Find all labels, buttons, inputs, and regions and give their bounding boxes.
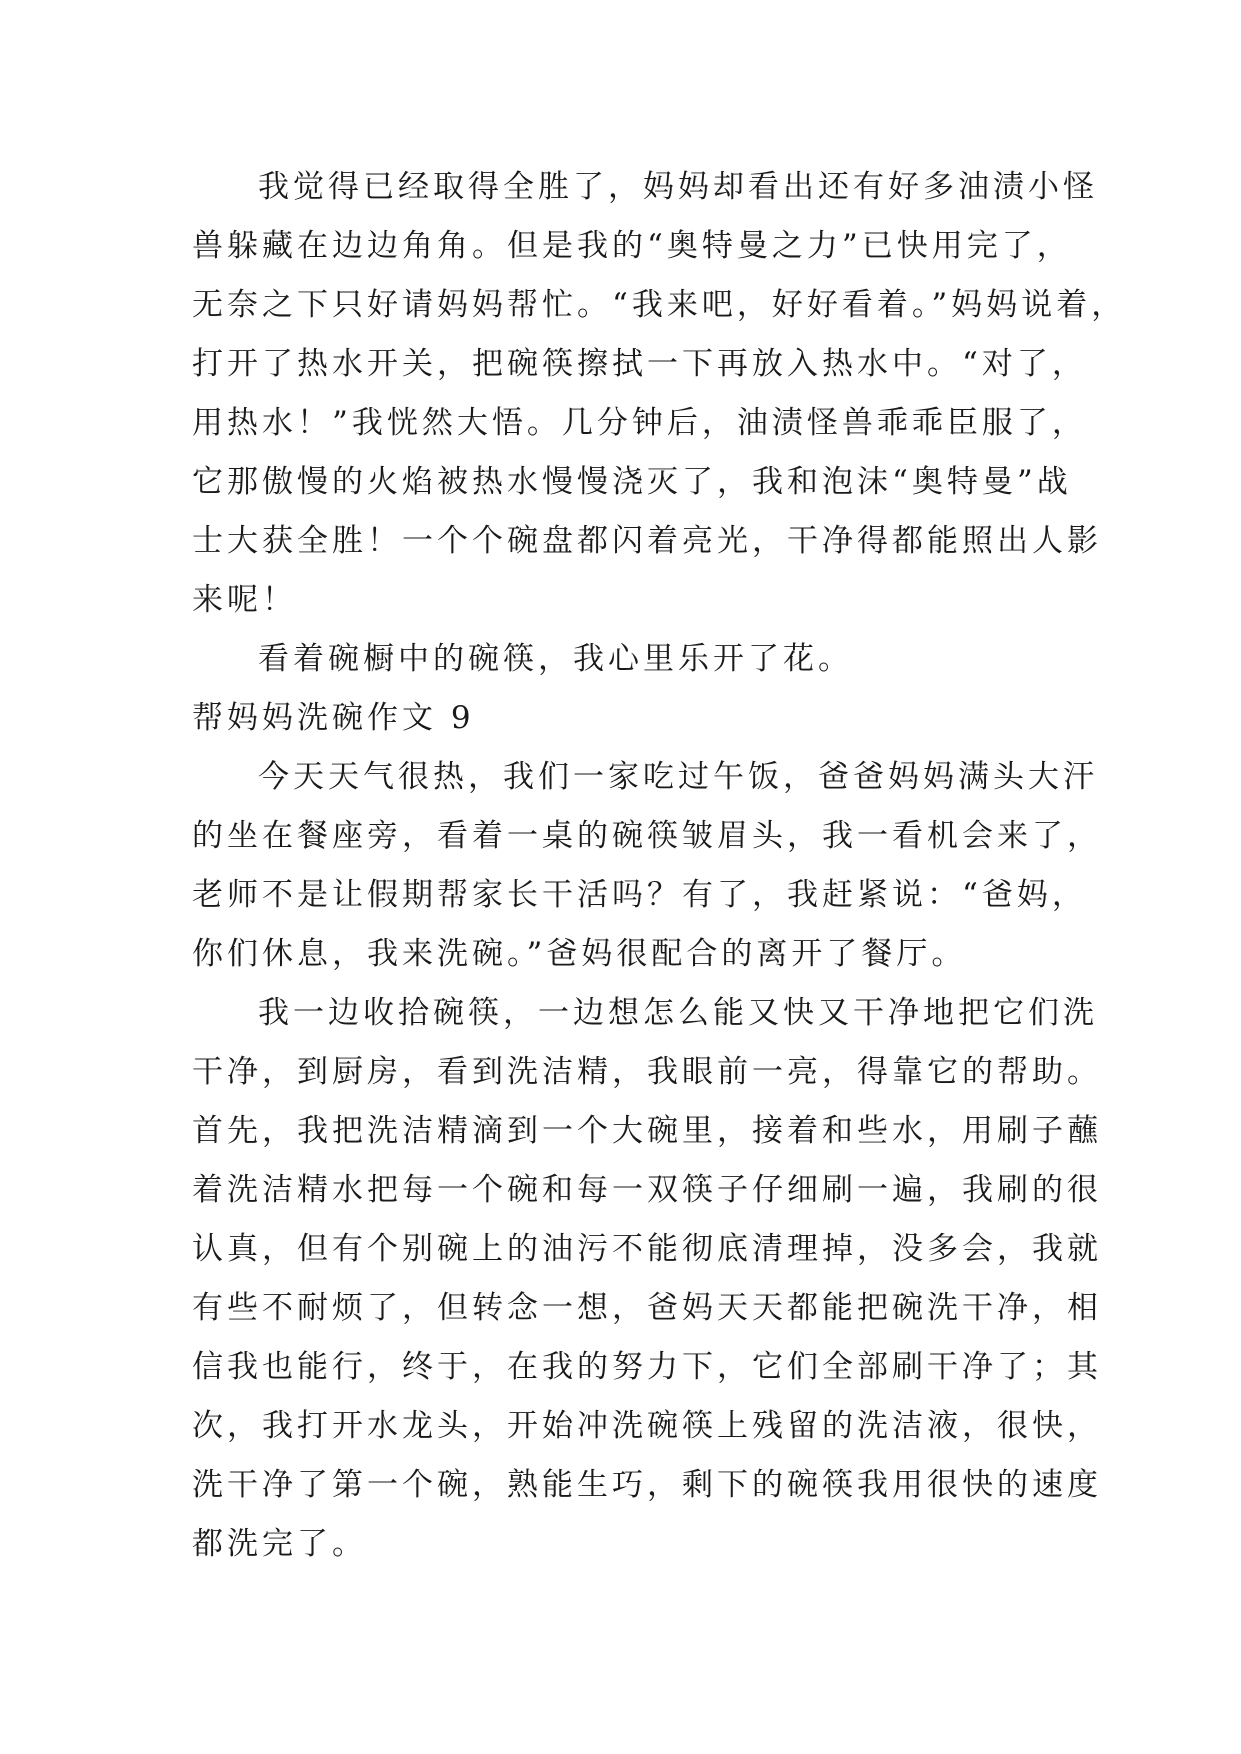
text-line: 老师不是让假期帮家长干活吗？有了，我赶紧说：“爸妈， bbox=[192, 877, 1087, 913]
text-line: 都洗完了。 bbox=[192, 1526, 367, 1562]
text-line: 信我也能行，终于，在我的努力下，它们全部刷干净了；其 bbox=[192, 1349, 1102, 1385]
text-line: 无奈之下只好请妈妈帮忙。“我来吧，好好看着。”妈妈说着， bbox=[192, 287, 1127, 323]
text-line: 用热水！”我恍然大悟。几分钟后，油渍怪兽乖乖臣服了， bbox=[192, 405, 1087, 441]
text-line: 看着碗橱中的碗筷，我心里乐开了花。 bbox=[258, 641, 853, 677]
text-line: 你们休息，我来洗碗。”爸妈很配合的离开了餐厅。 bbox=[192, 936, 967, 972]
text-line: 今天天气很热，我们一家吃过午饭，爸爸妈妈满头大汗 bbox=[258, 759, 1098, 795]
text-line: 它那傲慢的火焰被热水慢慢浇灭了，我和泡沫“奥特曼”战 bbox=[192, 464, 1072, 500]
text-line: 士大获全胜！一个个碗盘都闪着亮光，干净得都能照出人影 bbox=[192, 523, 1102, 559]
text-line: 有些不耐烦了，但转念一想，爸妈天天都能把碗洗干净，相 bbox=[192, 1290, 1102, 1326]
text-line: 来呢！ bbox=[192, 582, 297, 618]
text-line: 的坐在餐座旁，看着一桌的碗筷皱眉头，我一看机会来了， bbox=[192, 818, 1102, 854]
text-line: 我觉得已经取得全胜了，妈妈却看出还有好多油渍小怪 bbox=[258, 169, 1098, 205]
text-line: 干净，到厨房，看到洗洁精，我眼前一亮，得靠它的帮助。 bbox=[192, 1054, 1102, 1090]
text-line: 打开了热水开关，把碗筷擦拭一下再放入热水中。“对了， bbox=[192, 346, 1087, 382]
text-line: 认真，但有个别碗上的油污不能彻底清理掉，没多会，我就 bbox=[192, 1231, 1102, 1267]
text-line: 首先，我把洗洁精滴到一个大碗里，接着和些水，用刷子蘸 bbox=[192, 1113, 1102, 1149]
text-line: 洗干净了第一个碗，熟能生巧，剩下的碗筷我用很快的速度 bbox=[192, 1467, 1102, 1503]
section-heading: 帮妈妈洗碗作文 9 bbox=[192, 700, 475, 736]
text-line: 着洗洁精水把每一个碗和每一双筷子仔细刷一遍，我刷的很 bbox=[192, 1172, 1102, 1208]
text-line: 次，我打开水龙头，开始冲洗碗筷上残留的洗洁液，很快， bbox=[192, 1408, 1102, 1444]
text-line: 我一边收拾碗筷，一边想怎么能又快又干净地把它们洗 bbox=[258, 995, 1098, 1031]
document-page bbox=[192, 158, 1127, 1574]
text-line: 兽躲藏在边边角角。但是我的“奥特曼之力”已快用完了， bbox=[192, 228, 1072, 264]
